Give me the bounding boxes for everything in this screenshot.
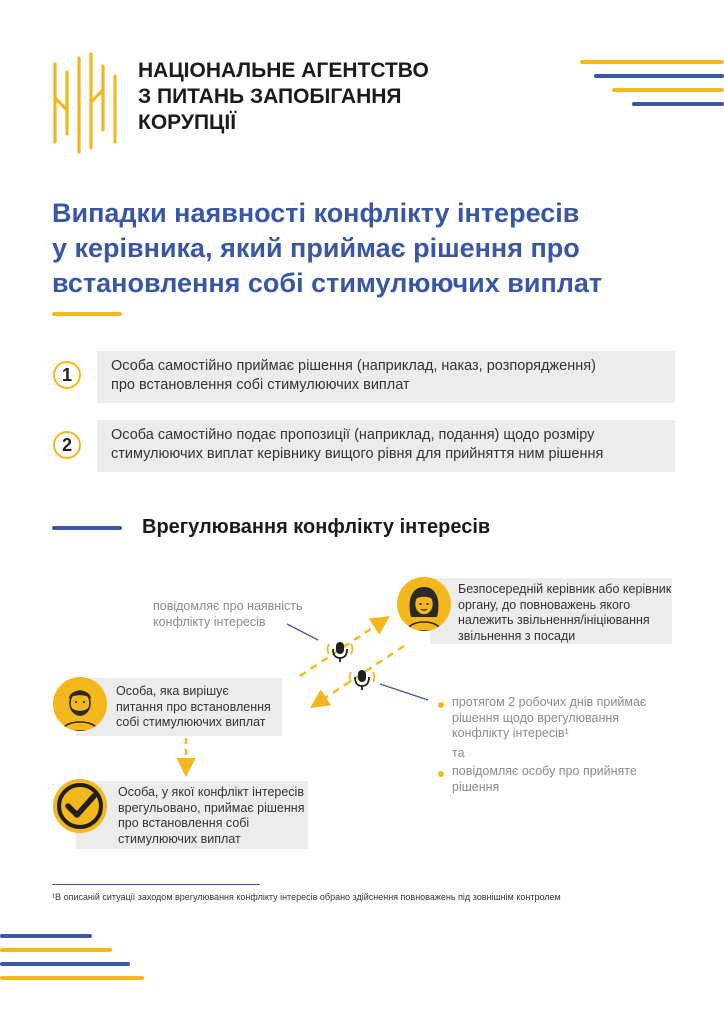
page-title-line: встановлення собі стимулюючих виплат <box>52 268 603 298</box>
page-title <box>52 196 672 301</box>
decor-stripe <box>580 60 724 64</box>
decor-stripe <box>632 102 724 106</box>
result-box-line: стимулюючих виплат <box>118 831 241 846</box>
case-number: 2 <box>53 431 81 459</box>
action-1-line: рішення щодо врегулювання <box>452 710 620 725</box>
microphone-icon <box>350 670 375 690</box>
case-text-line: Особа самостійно подає пропозиції (наприклад, подання) щодо розміру <box>111 427 595 443</box>
org-name-line: НАЦІОНАЛЬНЕ АГЕНТСТВО <box>138 59 429 82</box>
org-name <box>138 58 468 136</box>
action-2-line: повідомляє особу про прийняте <box>452 764 637 778</box>
page-title-line: Випадки наявності конфлікту інтересів <box>52 198 580 228</box>
org-name-line: З ПИТАНЬ ЗАПОБІГАННЯ <box>138 85 402 108</box>
section-heading: Врегулювання конфлікту інтересів <box>142 516 491 538</box>
connector-text: та <box>452 746 465 760</box>
notify-label-line: конфлікту інтересів <box>153 614 266 629</box>
action-2-line: рішення <box>452 779 500 794</box>
flow-diagram <box>0 560 724 820</box>
result-box-line: про встановлення собі <box>118 816 250 830</box>
manager-box-line: органу, до повноважень якого <box>458 597 631 612</box>
nazk-logo-icon <box>50 52 120 156</box>
decor-stripe <box>612 88 724 92</box>
person-box-line: собі стимулюючих виплат <box>116 715 266 729</box>
footnote: ¹В описаній ситуації заходом врегулювання конфлікту інтересів обрано здійснення повноважень під зовнішнім контролем <box>52 892 561 902</box>
connector-line <box>380 684 428 700</box>
footnote-divider <box>52 884 260 885</box>
person-box-line: питання про встановлення <box>116 699 271 714</box>
decor-stripe <box>0 934 92 938</box>
notify-label-line: повідомляє про наявність <box>153 599 303 613</box>
person-box-line: Особа, яка вирішує <box>116 684 229 698</box>
manager-box-line: належить звільнення/ініціювання <box>458 613 650 627</box>
section-marker <box>52 526 122 530</box>
result-box-line: врегульовано, приймає рішення <box>118 800 305 815</box>
case-box <box>97 420 675 472</box>
case-number: 1 <box>53 361 81 389</box>
title-underline <box>52 312 122 316</box>
case-box <box>97 351 675 403</box>
page-title-line: у керівника, який приймає рішення про <box>52 233 580 263</box>
manager-box-line: звільнення з посади <box>458 628 576 643</box>
case-text-line: стимулюючих виплат керівнику вищого рівня для прийняття ним рішення <box>111 446 604 462</box>
decor-stripe <box>594 74 724 78</box>
case-text-line: Особа самостійно приймає рішення (наприклад, наказ, розпорядження) <box>111 358 596 374</box>
decor-stripe <box>0 948 112 952</box>
result-box-line: Особа, у якої конфлікт інтересів <box>118 785 304 799</box>
action-1-line: конфлікту інтересів¹ <box>452 726 569 740</box>
microphone-icon <box>328 642 353 662</box>
decor-stripe <box>0 976 144 980</box>
action-1-line: протягом 2 робочих днів приймає <box>452 695 647 709</box>
manager-box-line: Безпосередній керівник або керівник <box>458 582 672 596</box>
connector-line <box>287 624 318 640</box>
decor-stripe <box>0 962 130 966</box>
org-name-line: КОРУПЦІЇ <box>138 111 237 134</box>
case-text-line: про встановлення собі стимулюючих виплат <box>111 377 410 393</box>
